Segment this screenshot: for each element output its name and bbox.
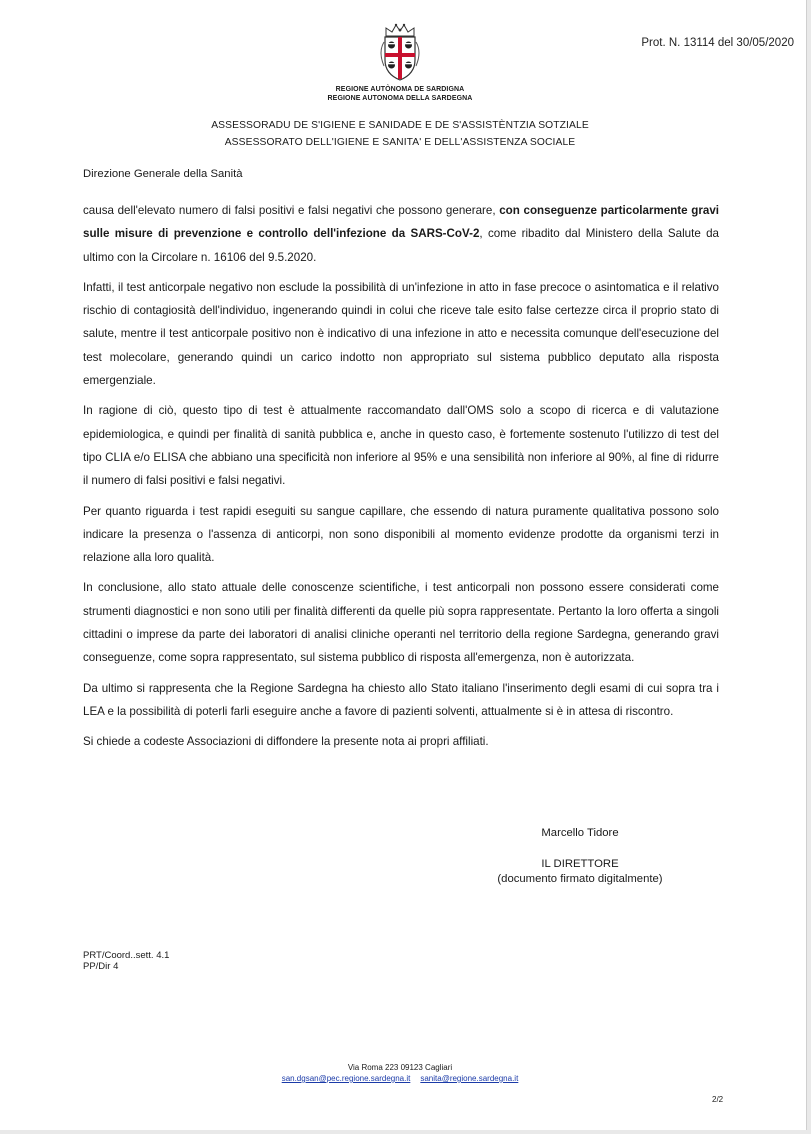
- paragraph-5: In conclusione, allo stato attuale delle conoscenze scientifiche, i test anticorpali non possono essere considerati come strumenti diagnostici e non sono utili per finalità differenti da quelle più sopra rappresentate. Pertanto la loro offerta a singoli cittadini o imprese da parte dei laboratori di analisi cliniche operanti nel territorio della regione Sardegna, generando gravi conseguenze, come sopra rappresentato, sul sistema pubblico di risposta all'emergenza, non è autorizzata.: [83, 581, 719, 665]
- paragraph-4: Per quanto riguarda i test rapidi eseguiti su sangue capillare, che essendo di natura puramente qualitativa possono solo indicare la presenza o l'assenza di anticorpi, non sono disponibili al momento evidenze prodotte da organismi terzi in relazione alla loro qualità.: [83, 504, 719, 565]
- footer: [200, 1062, 600, 1084]
- letter-body: [83, 199, 719, 761]
- region-name-sardinian: REGIONE AUTÒNOMA DE SARDIGNA: [335, 86, 465, 93]
- paragraph-6: Da ultimo si rappresenta che la Regione Sardegna ha chiesto allo Stato italiano l'inserimento degli esami di cui sopra tra i LEA e la possibilità di poterli farli eseguire anche a favore di pazienti solventi, attualmente si è in attesa di riscontro.: [83, 681, 719, 718]
- signature-note: (documento firmato digitalmente): [497, 873, 663, 885]
- department-name: Direzione Generale della Sanità: [83, 168, 243, 180]
- assessorato-heading: [100, 117, 700, 151]
- paragraph-3: In ragione di ciò, questo tipo di test è attualmente raccomandato dall'OMS solo a scopo di ricerca e di valutazione epidemiologica, e quindi per finalità di sanità pubblica e, anche in questo caso, è fortemente sostenuto l'utilizzo di test del tipo CLIA e/o ELISA che abbiano una specificità non inferiore al 95% e una sensibilità non inferiore al 90%, al fine di ridurre il numero di falsi positivi e falsi negativi.: [83, 404, 719, 488]
- signature-block: [470, 826, 690, 888]
- protocol-number: Prot. N. 13114 del 30/05/2020: [641, 37, 794, 49]
- region-name: [300, 85, 500, 103]
- assessorato-sardinian: ASSESSORADU DE S'IGIENE E SANIDADE E DE S'ASSISTÈNTZIA SOTZIALE: [211, 120, 589, 131]
- paragraph-2: Infatti, il test anticorpale negativo non esclude la possibilità di un'infezione in atto in fase precoce o asintomatica e il relativo rischio di contagiosità dell'individuo, ingenerando quindi in colui che riceve tale esito false certezze circa il proprio stato di salute, mentre il test anticorpale positivo non è indicativo di una infezione in atto e necessita comunque dell'esecuzione del test molecolare, generando quindi un carico indotto non appropriato sul sistema pubblico deputato alla risposta emergenziale.: [83, 280, 719, 388]
- footer-address: Via Roma 223 09123 Cagliari: [347, 1063, 453, 1072]
- assessorato-italian: ASSESSORATO DELL'IGIENE E SANITA' E DELL'ASSISTENZA SOCIALE: [224, 137, 576, 148]
- pec-email-link[interactable]: san.dgsan@pec.regione.sardegna.it: [281, 1074, 411, 1083]
- bold-consequences: con conseguenze particolarmente gravi sulle misure di prevenzione e controllo dell'infezione da SARS-CoV-2: [83, 204, 720, 241]
- reference-codes: [83, 950, 169, 972]
- reference-line-1: PRT/Coord..sett. 4.1: [83, 950, 170, 961]
- sardinia-coat-of-arms-icon: [372, 22, 428, 82]
- reference-line-2: PP/Dir 4: [83, 961, 119, 972]
- paragraph-1: causa dell'elevato numero di falsi positivi e falsi negativi che possono generare, con conseguenze particolarmente gravi sulle misure di prevenzione e controllo dell'infezione da SARS-CoV-2, come ribadito dal Ministero della Salute da ultimo con la Circolare n. 16106 del 9.5.2020.: [83, 204, 720, 264]
- signer-name: Marcello Tidore: [541, 827, 619, 839]
- signer-role: IL DIRETTORE: [541, 857, 619, 870]
- paragraph-7: Si chiede a codeste Associazioni di diffondere la presente nota ai propri affiliati.: [83, 735, 489, 749]
- sanita-email-link[interactable]: sanita@regione.sardegna.it: [420, 1074, 519, 1083]
- page-number: 2/2: [712, 1095, 724, 1104]
- region-name-italian: REGIONE AUTONOMA DELLA SARDEGNA: [327, 95, 473, 102]
